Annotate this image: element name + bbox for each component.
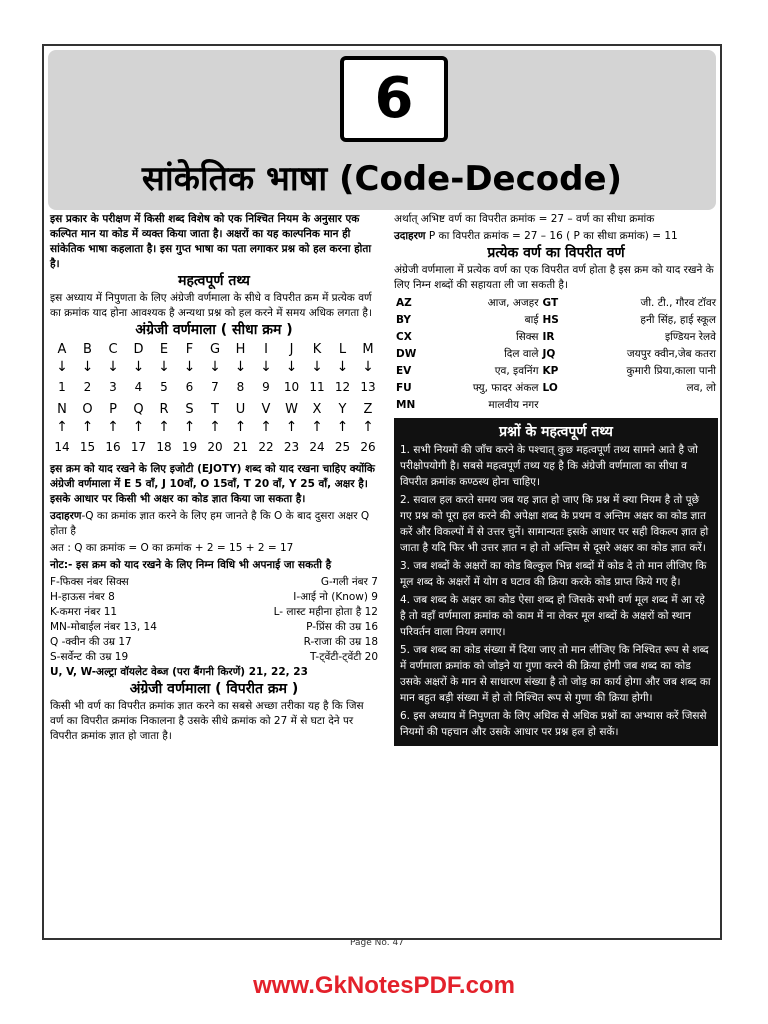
pair-mnemonic: बाई	[524, 314, 539, 326]
pair-mnemonic: हनी सिंह, हाई स्कूल	[640, 314, 716, 326]
down-arrow-icon: ↓	[183, 359, 196, 375]
table-row	[394, 346, 718, 363]
mnemonic-item: L- लास्ट महीना होता है 12	[273, 606, 378, 618]
up-arrow-icon: ↑	[285, 419, 298, 435]
up-arrow-icon: ↑	[260, 419, 272, 435]
down-arrow-icon: ↓	[336, 359, 349, 375]
pair-mnemonic: इण्डियन रेलवे	[665, 331, 716, 343]
down-arrow-icon: ↓	[260, 359, 272, 375]
pair-mnemonic: एव, इवनिंग	[494, 365, 539, 377]
mnemonic-item: H-हाऊस नंबर 8	[50, 591, 115, 603]
alphabet-number: 24	[309, 440, 325, 454]
mnemonic-row	[50, 605, 378, 620]
mnemonic-row	[50, 635, 378, 650]
alphabet-number: 18	[156, 440, 172, 454]
alphabet-letter: Y	[338, 402, 347, 417]
alphabet-letter: S	[185, 402, 194, 417]
pair-mnemonic: कुमारी प्रिया,काला पानी	[626, 365, 716, 377]
down-arrow-icon: ↓	[132, 359, 145, 375]
alphabet-letter: F	[185, 342, 194, 357]
alphabet-row-1	[50, 342, 378, 398]
alphabet-letter: Z	[363, 402, 373, 417]
up-arrow-icon: ↑	[183, 419, 196, 435]
alphabet-number: 1	[58, 380, 66, 394]
alphabet-number: 19	[181, 440, 198, 454]
mnemonic-item: T-ट्वेंटी-ट्वेंटी 20	[309, 651, 378, 663]
up-arrow-icon: ↑	[311, 419, 323, 435]
alphabet-letter: U	[235, 402, 246, 417]
alphabet-number: 8	[236, 380, 245, 394]
heading-opposite-letters: प्रत्येक वर्ण का विपरीत वर्ण	[487, 245, 625, 261]
alphabet-number: 6	[185, 380, 194, 394]
alphabet-letter: G	[209, 342, 221, 357]
fact-item: 1. सभी नियमों की जाँच करने के पश्चात् कुछ महत्वपूर्ण तथ्य सामने आते है जो परीक्षोपयोगी है। सबसे महत्वपूर्ण तथ्य यह है कि अंग्रेजी वर्णमाला का सीधा व विपरीत क्रमांक कण्ठस्थ होना चाहिए।	[400, 444, 698, 488]
pair-mnemonic	[572, 397, 718, 414]
fact-item: 5. जब शब्द का कोड संख्या में दिया जाए तो मान लीजिए कि निश्चित रूप से शब्द में वर्णमाला क्रमांक को जोड़ने या गुणा करने की क्रिया होगी जब शब्द का कोड उसके अक्षरों के मान से साधारण संख्या है तो जोड़ का कार्य होगा और जब शब्द का मान बहुत बड़ी संख्या में हो तो निश्चित रूप से गुणा की क्रिया होगी।	[400, 644, 711, 704]
alphabet-letter: I	[264, 342, 268, 357]
table-row	[394, 397, 718, 414]
letter-pair	[541, 397, 573, 414]
letter-pair: GT	[542, 297, 559, 309]
letter-pair: HS	[542, 314, 559, 326]
up-arrow-icon: ↑	[56, 419, 68, 435]
down-arrow-icon: ↓	[234, 359, 247, 375]
page-number: Page No. 47	[350, 938, 404, 948]
fact-item: 2. सवाल हल करते समय जब यह ज्ञात हो जाए कि प्रश्न में क्या नियम है तो पूछे गए प्रश्न को पूरा हल करने की अपेक्षा शब्द के प्रथम व अन्तिम अक्षर का कोड ज्ञात करें और विकल्पों में से उत्तर चुनें। सामान्यतः इसके आधार पर सही विकल्प ज्ञात हो जाता है यदि फिर भी उत्तर ज्ञात न हो तो अन्तिम से दूसरे अक्षर का कोड ज्ञात करें।	[400, 494, 709, 554]
heading-alphabet-reverse: अंग्रेजी वर्णमाला ( विपरीत क्रम )	[129, 681, 299, 697]
mnemonic-item: K-कमरा नंबर 11	[50, 606, 118, 618]
letter-pair: BY	[396, 314, 412, 326]
letter-pair: JQ	[542, 348, 556, 360]
down-arrow-icon: ↓	[158, 359, 170, 375]
up-arrow-icon: ↑	[362, 419, 374, 435]
alphabet-letter: J	[289, 342, 294, 357]
alphabet-letter: W	[285, 402, 298, 417]
letter-pair: CX	[396, 331, 412, 343]
table-row	[394, 363, 718, 380]
down-arrow-icon: ↓	[285, 359, 298, 375]
letter-pair: LO	[542, 382, 558, 394]
mnemonic-item: R-राजा की उम्र 18	[303, 636, 378, 648]
up-arrow-icon: ↑	[81, 419, 94, 435]
fact-item: 6. इस अध्याय में निपुणता के लिए अधिक से अधिक प्रश्नों का अभ्यास करें जिससे नियमों की पहचान और उसके आधार पर प्रश्न हल हो सकें।	[400, 710, 707, 738]
left-column	[50, 212, 378, 746]
letter-pair: KP	[542, 365, 559, 377]
opposite-letter-table	[394, 295, 718, 414]
example-paragraph	[50, 509, 378, 539]
table-row	[394, 312, 718, 329]
pair-mnemonic: दिल वाले	[504, 348, 539, 360]
up-arrow-icon: ↑	[209, 419, 221, 435]
alphabet-letter: L	[338, 342, 347, 357]
letter-pair: DW	[396, 348, 417, 360]
alphabet-number: 14	[54, 440, 70, 454]
alphabet-number: 26	[360, 440, 376, 454]
alphabet-number: 17	[130, 440, 147, 454]
alphabet-letter: E	[159, 342, 169, 357]
mnemonic-row	[50, 650, 378, 665]
down-arrow-icon: ↓	[209, 359, 221, 375]
alphabet-number: 25	[334, 440, 351, 454]
reverse-example-label: उदाहरण	[394, 230, 426, 242]
down-arrow-icon: ↓	[107, 359, 119, 375]
facts-heading: प्रश्नों के महत्वपूर्ण तथ्य	[499, 424, 613, 440]
chapter-number: 6	[340, 56, 448, 142]
alphabet-letter: K	[312, 342, 322, 357]
alphabet-number: 10	[283, 380, 300, 394]
alphabet-letter: Q	[133, 402, 144, 417]
alphabet-letter: A	[57, 342, 67, 357]
ejoty-paragraph: इस क्रम को याद रखने के लिए इजोटी (EJOTY) शब्द को याद रखना चाहिए क्योंकि अंग्रेजी वर्णमाला में E 5 वाँ, J 10वाँ, O 15वाँ, T 20 वाँ, Y 25 वाँ, अक्षर है। इसके आधार पर किसी भी अक्षर का कोड ज्ञात किया जा सकता है।	[50, 463, 375, 505]
mnemonic-item: P-प्रिंस की उम्र 16	[306, 621, 378, 633]
alphabet-number: 9	[262, 380, 270, 394]
pair-mnemonic: लव, लो	[686, 382, 716, 394]
fact-item: 4. जब शब्द के अक्षर का कोड ऐसा शब्द हो जिसके सभी वर्ण मूल शब्द में आ रहे है तो वहाँ वर्णमाला क्रमांक को काम में ना लेकर मूल शब्दों के अक्षरों को स्थान परिवर्तन वाला नियम लगाए।	[400, 594, 705, 638]
mnemonic-item: G-गली नंबर 7	[320, 576, 378, 588]
alphabet-number: 4	[134, 380, 143, 394]
opposite-intro: अंग्रेजी वर्णमाला में प्रत्येक वर्ण का एक विपरीत वर्ण होता है इस क्रम को याद रखने के लिए निम्न शब्दों की सहायता ली जा सकती है।	[394, 264, 714, 291]
up-arrow-icon: ↑	[234, 419, 247, 435]
up-arrow-icon: ↑	[336, 419, 349, 435]
down-arrow-icon: ↓	[311, 359, 323, 375]
table-row	[394, 329, 718, 346]
alphabet-row-2	[50, 402, 378, 458]
fact-item: 3. जब शब्दों के अक्षरों का कोड बिल्कुल भिन्न शब्दों में कोड दे तो मान लीजिए कि मूल शब्द के अक्षरों में योग व घटाव की क्रिया करके कोड प्राप्त किये गए है।	[400, 560, 707, 588]
alphabet-letter: C	[108, 342, 118, 357]
alphabet-number: 13	[360, 380, 376, 394]
example-label: उदाहरण	[50, 510, 82, 522]
alphabet-number: 21	[232, 440, 249, 454]
mnemonic-row	[50, 590, 378, 605]
alphabet-letter: B	[83, 342, 92, 357]
table-row	[394, 295, 718, 312]
alphabet-number: 15	[79, 440, 96, 454]
right-column	[394, 212, 718, 746]
alphabet-number: 20	[207, 440, 223, 454]
pair-mnemonic: फ्यु, फादर अंकल	[472, 382, 539, 394]
pair-mnemonic: आज, अजहर	[487, 297, 539, 309]
letter-pair: EV	[396, 365, 412, 377]
uvw-mnemonic: U, V, W-अल्ट्रा वॉयलेट वेब्ज (परा बैंगनी किरणें) 21, 22, 23	[50, 666, 308, 678]
down-arrow-icon: ↓	[56, 359, 68, 375]
mnemonic-item: Q -क्वीन की उम्र 17	[50, 636, 132, 648]
alphabet-letter: D	[133, 342, 144, 357]
mnemonic-row	[50, 575, 378, 590]
alphabet-letter: X	[312, 402, 322, 417]
table-row	[394, 380, 718, 397]
mnemonic-item: S-सर्वेन्ट की उम्र 19	[50, 651, 129, 663]
letter-pair: AZ	[396, 297, 412, 309]
alphabet-number: 23	[283, 440, 300, 454]
up-arrow-icon: ↑	[132, 419, 145, 435]
facts-list	[400, 442, 712, 740]
alphabet-number: 5	[160, 380, 168, 394]
pair-mnemonic: सिक्स	[515, 331, 539, 343]
pair-mnemonic: मालवीय नगर	[488, 399, 539, 411]
mnemonic-item: F-फिक्स नंबर सिक्स	[50, 576, 129, 588]
alphabet-number: 12	[334, 380, 351, 394]
heading-alphabet-forward: अंग्रेजी वर्णमाला ( सीधा क्रम )	[135, 322, 293, 338]
heading-important-facts: महत्वपूर्ण तथ्य	[178, 273, 250, 289]
alphabet-letter: M	[362, 342, 374, 357]
mnemonic-item: MN-मोबाईल नंबर 13, 14	[50, 621, 157, 633]
page-frame	[42, 44, 722, 940]
facts-box	[394, 418, 718, 746]
down-arrow-icon: ↓	[362, 359, 374, 375]
down-arrow-icon: ↓	[81, 359, 94, 375]
alphabet-letter: P	[109, 402, 117, 417]
chapter-title: सांकेतिक भाषा (Code-Decode)	[141, 159, 623, 199]
up-arrow-icon: ↑	[107, 419, 119, 435]
alphabet-number: 22	[258, 440, 274, 454]
mnemonic-row	[50, 620, 378, 635]
letter-pair: FU	[396, 382, 412, 394]
alphabet-letter: O	[82, 402, 93, 417]
letter-pair: MN	[396, 399, 416, 411]
reverse-paragraph: किसी भी वर्ण का विपरीत क्रमांक ज्ञात करने का सबसे अच्छा तरीका यह है कि जिस वर्ण का विपरीत क्रमांक निकालना है उसके सीधे क्रमांक को 27 में से घटा देने पर विपरीत क्रमांक ज्ञात हो जाता है।	[50, 700, 364, 742]
formula: अत : Q का क्रमांक = O का क्रमांक + 2 = 15 + 2 = 17	[50, 542, 294, 554]
up-arrow-icon: ↑	[158, 419, 170, 435]
alphabet-letter: V	[261, 402, 271, 417]
alphabet-letter: H	[235, 342, 246, 357]
alphabet-number: 11	[309, 380, 325, 394]
alphabet-number: 16	[105, 440, 121, 454]
intro-paragraph: इस प्रकार के परीक्षण में किसी शब्द विशेष को एक निश्चित नियम के अनुसार एक कल्पित मान या कोड में व्यक्त किया जाता है। अक्षरों का यह काल्पनिक मान ही सांकेतिक भाषा कहलाता है। इस गुप्त भाषा का पता लगाकर प्रश्न को हल करना होता है।	[50, 213, 372, 270]
mnemonic-list	[50, 575, 378, 665]
chapter-banner	[48, 50, 716, 210]
reverse-example-text: P का विपरीत क्रमांक = 27 – 16 ( P का सीधा क्रमांक) = 11	[428, 230, 678, 242]
alphabet-number: 2	[83, 380, 92, 394]
alphabet-letter: R	[159, 402, 169, 417]
reverse-formula: अर्थात् अभिष्ट वर्ण का विपरीत क्रमांक = 27 – वर्ण का सीधा क्रमांक	[394, 213, 655, 225]
para-mastery: इस अध्याय में निपुणता के लिए अंग्रेजी वर्णमाला के सीधे व विपरीत क्रम में प्रत्येक वर्ण का क्रमांक याद होना आवश्यक है अन्यथा प्रश्न को हल करने में समय अधिक लगता है।	[50, 292, 372, 319]
alphabet-letter: N	[57, 402, 67, 417]
mnemonic-item: I-आई नो (Know) 9	[293, 591, 378, 603]
alphabet-number: 7	[211, 380, 219, 394]
letter-pair: IR	[542, 331, 555, 343]
alphabet-letter: T	[211, 402, 219, 417]
website-link[interactable]: www.GkNotesPDF.com	[253, 972, 515, 999]
alphabet-number: 3	[109, 380, 117, 394]
example-text: -Q का क्रमांक ज्ञात करने के लिए हम जानते है कि O के बाद दुसरा अक्षर Q होता है	[50, 510, 370, 537]
pair-mnemonic: जयपुर क्वीन,जेब कतरा	[626, 348, 716, 360]
note: नोट:- इस क्रम को याद रखने के लिए निम्न विधि भी अपनाई जा सकती है	[50, 559, 332, 571]
pair-mnemonic: जी. टी., गौरव टॉवर	[640, 297, 716, 309]
reverse-example	[394, 229, 718, 244]
